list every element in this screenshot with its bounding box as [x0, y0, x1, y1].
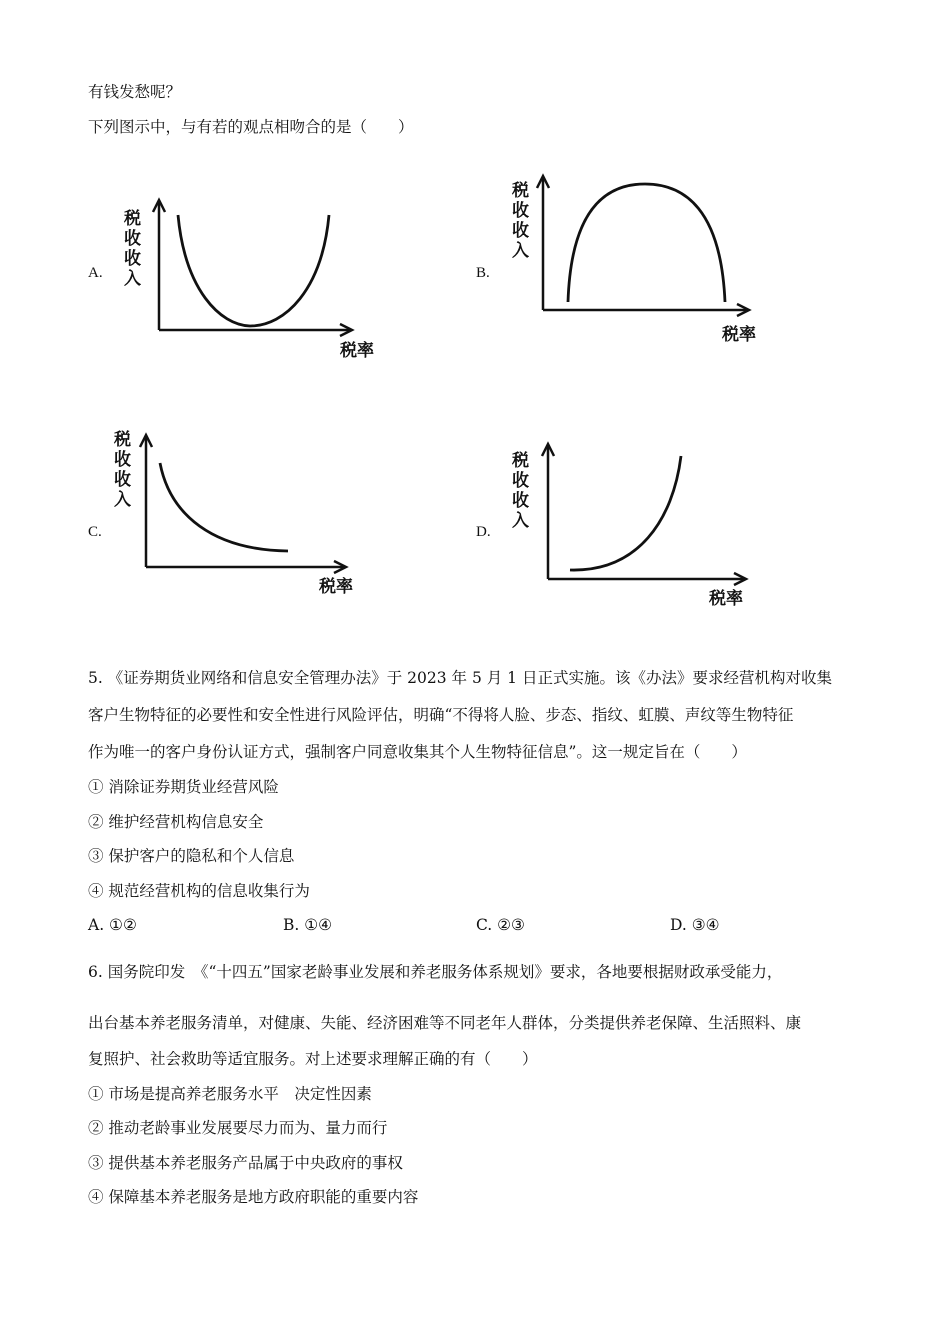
- y-label-char: 收: [512, 471, 529, 491]
- y-label-char: 收: [512, 201, 529, 221]
- x-axis-label: 税率: [340, 341, 374, 361]
- question-6-stem-line-2: 出台基本养老服务清单，对健康、失能、经济困难等不同老年人群体，分类提供养老保障、生活照料、康: [88, 1014, 802, 1032]
- graph-d-y-label: [511, 451, 529, 531]
- graph-c: [108, 425, 398, 605]
- question-5-statement-1: ① 消除证券期货业经营风险: [88, 778, 279, 796]
- y-label-char: 入: [124, 269, 141, 289]
- y-label-char: 收: [114, 450, 131, 470]
- question-5-stem-line-1: 5. 《证券期货业网络和信息安全管理办法》于 2023 年 5 月 1 日正式实施。该《办法》要求经营机构对收集: [88, 669, 832, 687]
- y-label-char: 收: [512, 221, 529, 241]
- y-label-char: 收: [124, 249, 141, 269]
- question-5-stem-line-3: 作为唯一的客户身份认证方式，强制客户同意收集其个人生物特征信息”。这一规定旨在（ ）: [88, 743, 747, 761]
- question-5-choice-a[interactable]: A. ①②: [88, 916, 137, 934]
- intro-line-1: 有钱发愁呢？: [88, 83, 182, 101]
- question-5-choice-d[interactable]: D. ③④: [670, 916, 720, 934]
- option-b-label: B.: [476, 265, 490, 281]
- question-6-statement-3: ③ 提供基本养老服务产品属于中央政府的事权: [88, 1154, 403, 1172]
- x-axis-label: 税率: [722, 325, 756, 345]
- question-6-stem-line-1: 6. 国务院印发 《“十四五”国家老龄事业发展和养老服务体系规划》要求，各地要根据财政承受能力，: [88, 963, 783, 981]
- y-label-char: 收: [114, 470, 131, 490]
- question-6-statement-4: ④ 保障基本养老服务是地方政府职能的重要内容: [88, 1188, 419, 1206]
- y-label-char: 入: [512, 241, 529, 261]
- x-axis-label: 税率: [319, 577, 353, 597]
- graph-b-y-label: [511, 181, 529, 261]
- y-label-char: 入: [512, 511, 529, 531]
- question-5-statement-2: ② 维护经营机构信息安全: [88, 813, 264, 831]
- x-axis-label: 税率: [709, 589, 743, 609]
- question-5-statement-3: ③ 保护客户的隐私和个人信息: [88, 847, 295, 865]
- question-5-statement-4: ④ 规范经营机构的信息收集行为: [88, 882, 310, 900]
- y-label-char: 税: [124, 209, 141, 229]
- question-6-statement-1: ① 市场是提高养老服务水平 决定性因素: [88, 1085, 372, 1103]
- graph-a: [110, 190, 400, 370]
- option-c-label: C.: [88, 524, 102, 540]
- curve-decreasing: [160, 463, 288, 551]
- curve-increasing: [570, 456, 681, 570]
- option-d-label: D.: [476, 524, 491, 540]
- option-a-label: A.: [88, 265, 103, 281]
- graph-b: [495, 170, 785, 350]
- y-label-char: 税: [512, 451, 529, 471]
- question-5-choice-b[interactable]: B. ①④: [283, 916, 333, 934]
- graph-d: [498, 440, 788, 620]
- curve-u-shape: [178, 215, 329, 326]
- question-5-choice-c[interactable]: C. ②③: [476, 916, 525, 934]
- question-6-statement-2: ② 推动老龄事业发展要尽力而为、量力而行: [88, 1119, 388, 1137]
- graph-c-y-label: [113, 430, 131, 510]
- y-label-char: 税: [512, 181, 529, 201]
- question-6-stem-line-3: 复照护、社会救助等适宜服务。对上述要求理解正确的有（ ）: [88, 1050, 538, 1068]
- y-label-char: 收: [124, 229, 141, 249]
- curve-inverted-u: [568, 184, 725, 302]
- y-label-char: 入: [114, 490, 131, 510]
- question-5-stem-line-2: 客户生物特征的必要性和安全性进行风险评估，明确“不得将人脸、步态、指纹、虹膜、声纹等生物特征: [88, 706, 794, 724]
- y-label-char: 收: [512, 491, 529, 511]
- y-label-char: 税: [114, 430, 131, 450]
- question-4-stem: 下列图示中，与有若的观点相吻合的是（ ）: [88, 118, 414, 136]
- graph-a-y-label: [123, 209, 141, 289]
